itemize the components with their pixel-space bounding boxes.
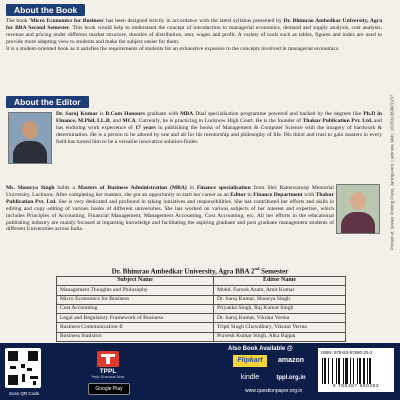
kindle-badge[interactable]: kindle: [240, 374, 260, 381]
qr-code-icon: [5, 348, 41, 388]
book-title: Micro Economics for Business: [30, 18, 104, 24]
website-url[interactable]: www.questionpaper.org.in: [245, 388, 303, 394]
table-row: Legal and Regulatory Framework of Business Dr. Saroj Kumar, Vikrant Verma: [57, 314, 346, 323]
editor-photo-saroj: [8, 112, 52, 164]
tppl-logo: TPPL Help Gracious Now: [85, 351, 131, 379]
table-row: Management Thoughts and Philosophy Mohd. Farook Azam, Amit Kumar: [57, 286, 346, 295]
table-row: Micro Economics for Business Dr. Saroj Kumar, Shourya Singh: [57, 295, 346, 304]
printer-side-text: Printed at: Sowas Printing Press, Jankipuram, Lucknow, Mob.: 9335313830/31/37: [389, 94, 395, 251]
table-row: Business Statistics Pravesh Kumar Singh, Alka Bajpai: [57, 332, 346, 341]
semester-title: Dr. Bhimrao Ambedkar University, Agra BBA 2nd Semester: [111, 266, 289, 276]
column-header-editor: Editor Name: [214, 277, 346, 286]
table-header-row: [57, 277, 346, 286]
isbn-block: [318, 348, 394, 392]
about-book-paragraph: The book 'Micro Economics for Business' has been designed strictly in accordance with the latest syllabus presented by Dr. Bhimrao Ambedkar University, Agra for BBA Second Semester. This book would help to understand the concept of introduction to managerial economics, demand and supply analysis, cost analysis, revenue and pricing under different market structure, theories of distribution, rent, wages and profit. A variety of tools such as tables, figures and index are used to provide more adapting view to students and make the subject easier for them. It is a student-oriented book as it satisfies the requirements of students for an exhaustive exposure to the concepts involved in managerial economics.: [6, 18, 382, 52]
isbn-digits: 9 789387 880252: [332, 384, 380, 389]
subjects-table: [56, 276, 346, 342]
editor2-name: Ms. Shourya Singh: [6, 185, 55, 191]
tppl-logo-icon: [97, 351, 119, 367]
table-row: Cost Accounting Priyanka Singh, Raj Kumar Singh: [57, 304, 346, 313]
about-book-paragraph-2: It is a student-oriented book as it satisfies the requirements of students for an exhaustive exposure to the concepts involved in managerial economics.: [6, 45, 340, 52]
flipkart-badge[interactable]: Flipkart: [233, 355, 267, 367]
isbn-number: ISBN: 978-93-87880-25-2: [321, 350, 373, 355]
column-header-subject: Subject Name: [57, 277, 214, 286]
editor1-name: Dr. Saroj Kumar: [56, 111, 98, 117]
about-book-heading: About the Book: [6, 4, 85, 16]
editor1-bio: Dr. Saroj Kumar is B.Com Honours graduate with MBA Dual specialisation programme powered and backed by the degrees like Ph.D in Finance, M.Phil, LL.B, and MCA. Currently, he is practicing in Lucknow High Court. He is the founder of Thakur Publication Pvt. Ltd. and has enduring work experience of 17 years in publishing the books of Management & Computer Science with the imagery of hardwork & determination. He is a person to be adored by one and all for his mentorship and philosophy of life. His thirst and trust to gain masters in every field has turned him to be a versatile innovative solution-finder.: [56, 111, 383, 145]
tppl-website-badge[interactable]: tppl.org.in: [276, 375, 306, 381]
about-editor-heading: About the Editor: [6, 96, 89, 108]
google-play-badge[interactable]: Google Play: [88, 383, 130, 395]
barcode-icon: [322, 358, 390, 384]
amazon-badge[interactable]: amazon: [277, 357, 305, 364]
available-label: Also Book Available @: [228, 346, 293, 352]
editor-photo-shourya: [336, 184, 380, 234]
table-row: Business Communication-II Tripti Singh Chowdhury, Vikrant Verma: [57, 323, 346, 332]
editor2-bio: Ms. Shourya Singh holds a Masters of Business Administration (MBA) in Finance specialisation from Shri Ramswaroop Memorial University, Lucknow. After completing her masters, she got an opportunity to start her career as an Editor in Finance Department with Thakur Publication Pvt. Ltd. She is very dedicated and profound in taking initiatives and responsibilities. She has contributed her efforts and skills in editing and copy editing of various books of different universities. She has worked on various subjects of her interest and expertise, which includes Principles of Accounting, Financial Management, Management Accounting, Cost Accounting, etc. All her efforts in the educational publishing industry are mainly focused at imparting knowledge and facilitating the aspiring graduate and post graduate management students of different Universities across India.: [6, 185, 335, 233]
footer-bar: [0, 343, 400, 400]
qr-label: Scan QR Code: [8, 391, 40, 396]
